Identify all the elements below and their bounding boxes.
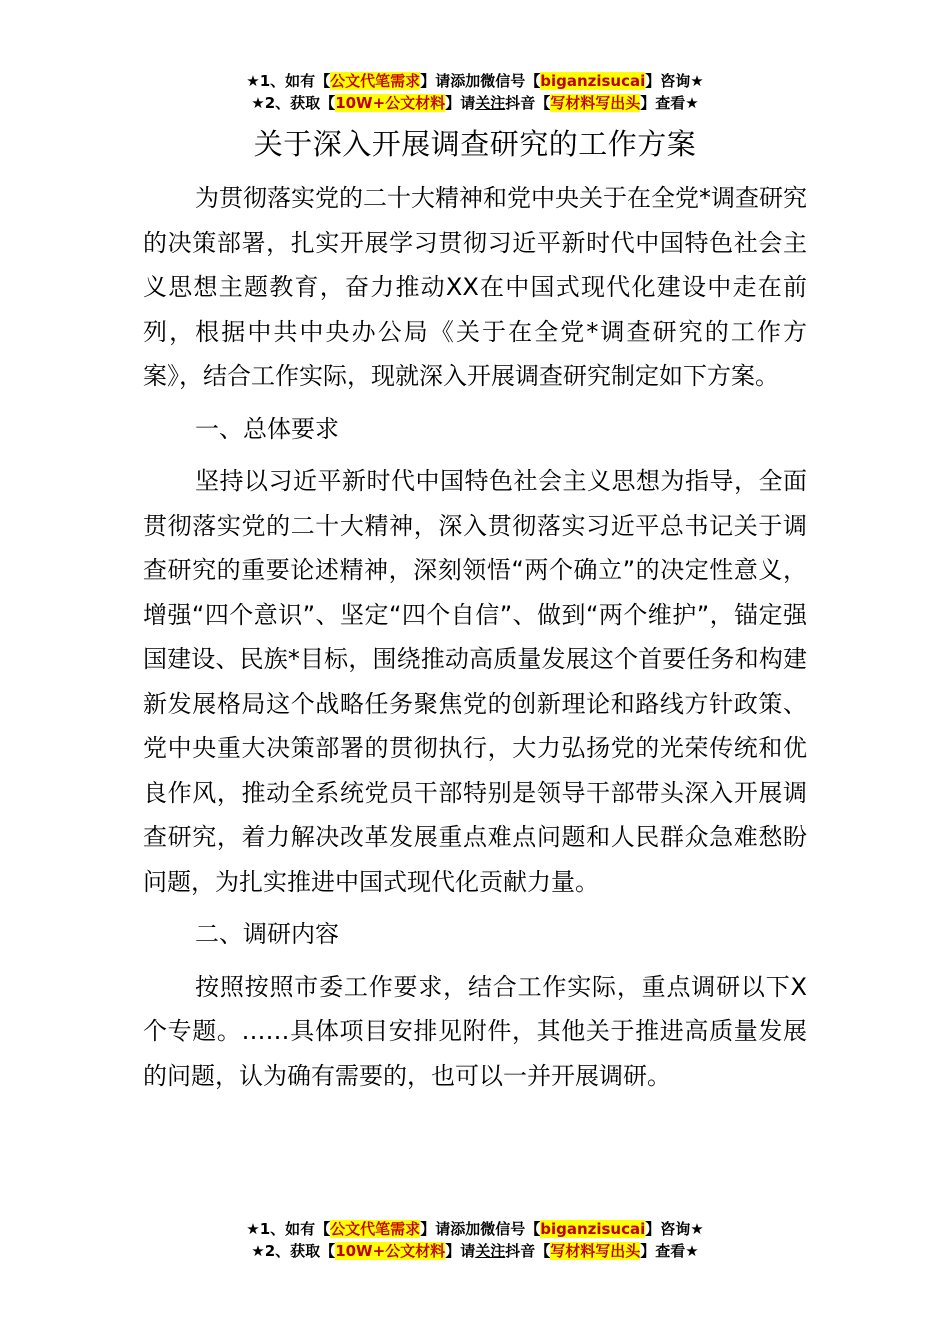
paragraph-general-requirements: 坚持以习近平新时代中国特色社会主义思想为指导，全面贯彻落实党的二十大精神，深入贯彻落实习近平总书记关于调查研究的重要论述精神，深刻领悟“两个确立”的决定性意义，增强“四个意识”、坚定“四个自信”、做到“两个维护”，锚定强国建设、民族*目标，围绕推动高质量发展这个首要任务和构建新发展格局这个战略任务聚焦党的创新理论和路线方针政策、党中央重大决策部署的贯彻执行，大力弘扬党的光荣传统和优良作风，推动全系统党员干部特别是领导干部带头深入开展调查研究，着力解决改革发展重点难点问题和人民群众急难愁盼问题，为扎实推进中国式现代化贡献力量。 [143,467,807,896]
top-banner [0,70,950,114]
banner-line-1 [0,1218,950,1240]
banner-line-2-prefix: ★2、获取【 [251,94,336,112]
banner-underline-follow: 关注 [475,1242,506,1260]
banner-line-2-middle-b: 抖音【 [505,94,551,112]
banner-line-1-prefix: ★1、如有【 [246,1220,331,1238]
banner-line-2 [0,92,950,114]
banner-highlight-writing-service: 公文代笔需求 [330,72,421,90]
banner-line-2-middle-a: 】请 [445,1242,476,1260]
banner-line-2-middle-b: 抖音【 [505,1242,551,1260]
banner-line-1-suffix: 】咨询★ [645,72,704,90]
section-heading-general-requirements: 一、总体要求 [195,414,339,443]
banner-line-1-prefix: ★1、如有【 [246,72,331,90]
section-heading-research-content: 二、调研内容 [195,920,339,948]
banner-line-2-suffix: 】查看★ [640,94,699,112]
banner-line-2-suffix: 】查看★ [640,1242,699,1260]
banner-line-2-middle-a: 】请 [445,94,476,112]
banner-highlight-materials: 10W+公文材料 [335,94,446,112]
banner-line-1-middle: 】请添加微信号【 [420,72,541,90]
paragraph-intro: 为贯彻落实党的二十大精神和党中央关于在全党*调查研究的决策部署，扎实开展学习贯彻习近平新时代中国特色社会主义思想主题教育，奋力推动XX在中国式现代化建设中走在前列，根据中共中央办公局《关于在全党*调查研究的工作方案》，结合工作实际，现就深入开展调查研究制定如下方案。 [143,184,807,390]
banner-highlight-douyin-account: 写材料写出头 [550,94,641,112]
banner-highlight-materials: 10W+公文材料 [335,1242,446,1260]
banner-highlight-douyin-account: 写材料写出头 [550,1242,641,1260]
banner-line-1-middle: 】请添加微信号【 [420,1220,541,1238]
banner-highlight-wechat-id: biganzisucai [540,1220,646,1238]
paragraph-research-content: 按照按照市委工作要求，结合工作实际，重点调研以下X个专题。……具体项目安排见附件，其他关于推进高质量发展的问题，认为确有需要的，也可以一并开展调研。 [143,972,807,1090]
banner-highlight-writing-service: 公文代笔需求 [330,1220,421,1238]
banner-line-2-prefix: ★2、获取【 [251,1242,336,1260]
banner-highlight-wechat-id: biganzisucai [540,72,646,90]
banner-underline-follow: 关注 [475,94,506,112]
banner-line-1 [0,70,950,92]
document-title: 关于深入开展调查研究的工作方案 [253,127,697,161]
banner-line-2 [0,1240,950,1262]
banner-line-1-suffix: 】咨询★ [645,1220,704,1238]
bottom-banner [0,1218,950,1262]
document-body [143,176,807,1106]
